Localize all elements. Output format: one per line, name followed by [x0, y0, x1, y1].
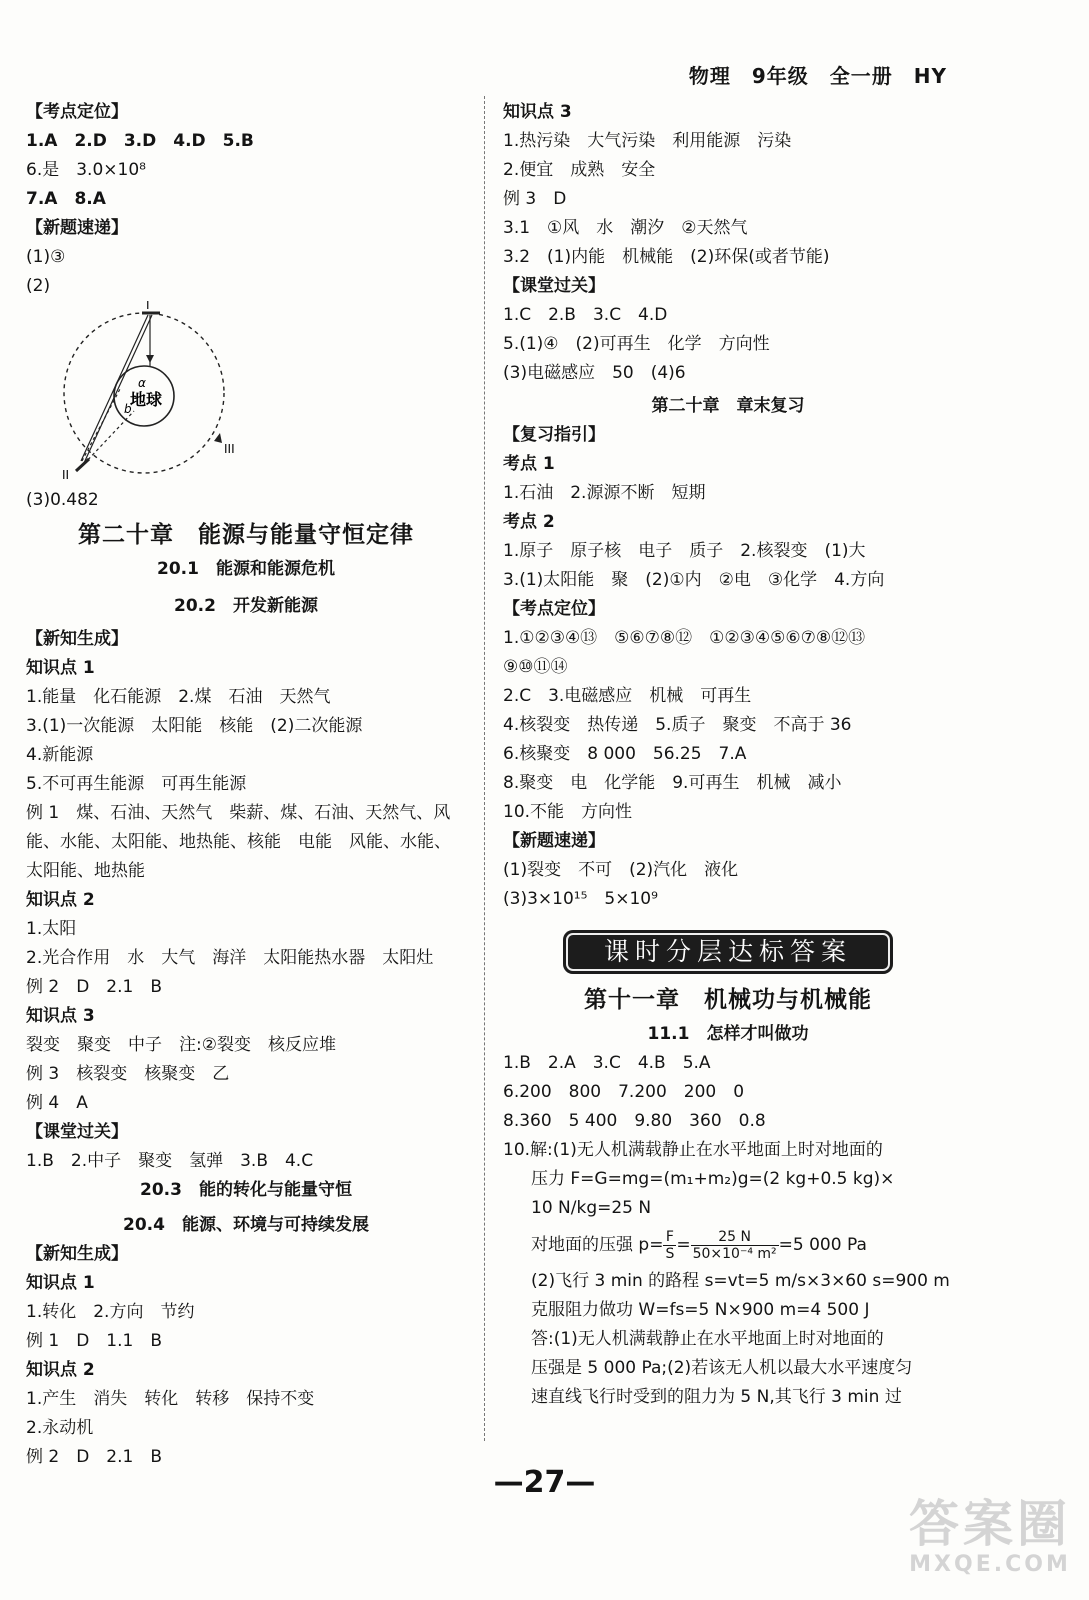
section-tag: 【新知生成】: [26, 1244, 128, 1264]
angle-b-label: b: [124, 402, 132, 416]
knowledge-point: 知识点 1: [26, 1273, 95, 1293]
column-divider: [484, 96, 485, 1441]
answer-line: 3.(1)太阳能 聚 (2)①内 ②电 ③化学 4.方向: [503, 570, 885, 590]
chapter-title: 第二十章 能源与能量守恒定律: [78, 522, 414, 548]
answer-line: 1.C 2.B 3.C 4.D: [503, 305, 668, 325]
watermark-url: MXQE.COM: [909, 1552, 1071, 1577]
answer-line: (3)0.482: [26, 490, 99, 510]
left-column: [26, 98, 466, 1472]
answer-line: 2.C 3.电磁感应 机械 可再生: [503, 686, 752, 706]
solution-line: 10 N/kg=25 N: [531, 1198, 652, 1218]
knowledge-point: 知识点 2: [26, 1360, 95, 1380]
watermark-logo: [909, 1496, 1071, 1578]
position-label-2: II: [62, 468, 70, 482]
section-tag: 【考点定位】: [503, 599, 605, 619]
page-number: —27—: [493, 1465, 596, 1500]
example-answer: 例 2 D 2.1 B: [26, 1447, 163, 1467]
example-answer: 例 3 核裂变 核聚变 乙: [26, 1064, 230, 1084]
answer-line: 4.新能源: [26, 745, 94, 765]
answer-line: 10.解:(1)无人机满载静止在水平地面上时对地面的: [503, 1140, 883, 1160]
earth-label: 地球: [130, 390, 163, 409]
knowledge-point: 知识点 3: [503, 102, 572, 122]
section-tag: 【课堂过关】: [26, 1122, 128, 1142]
section-title: 20.4 能源、环境与可持续发展: [123, 1215, 369, 1235]
formula-result: =5 000 Pa: [778, 1235, 867, 1255]
angle-a-label: α: [138, 376, 146, 390]
answer-line: 1.①②③④⑬ ⑤⑥⑦⑧⑫ ①②③④⑤⑥⑦⑧⑫⑬: [503, 628, 866, 648]
page-header: 物理 9年级 全一册 HY: [688, 64, 947, 88]
section-tag: 【课堂过关】: [503, 276, 605, 296]
fraction-f-over-s: $\frac{F}{S}$: [665, 1228, 675, 1262]
formula-equals: =: [676, 1235, 691, 1255]
section-tag: 【新知生成】: [26, 629, 128, 649]
answer-line: 1.能量 化石能源 2.煤 石油 天然气: [26, 687, 331, 707]
solution-line: 答:(1)无人机满载静止在水平地面上时对地面的: [531, 1329, 884, 1349]
example-answer: 例 2 D 2.1 B: [26, 977, 163, 997]
answer-line: 1.石油 2.源源不断 短期: [503, 483, 706, 503]
fraction-values: $\frac{25 N}{\text{50×10⁻⁴ m²}}$: [692, 1228, 777, 1262]
answer-line: (1)③: [26, 247, 66, 267]
answer-line: 1.B 2.A 3.C 4.B 5.A: [503, 1053, 711, 1073]
answer-line: 4.核裂变 热传递 5.质子 聚变 不高于 36: [503, 715, 852, 735]
knowledge-point: 知识点 3: [26, 1006, 95, 1026]
answer-line: 8.360 5 400 9.80 360 0.8: [503, 1111, 766, 1131]
answer-line: 10.不能 方向性: [503, 802, 633, 822]
answer-line: 1.太阳: [26, 919, 77, 939]
arrow-head: [146, 355, 154, 363]
answer-line: 3.(1)一次能源 太阳能 核能 (2)二次能源: [26, 716, 363, 736]
answer-line: ⑨⑩⑪⑭: [503, 657, 568, 677]
pressure-formula: [503, 1223, 953, 1267]
section-tag: 【新题速递】: [26, 218, 128, 238]
solution-line: 克服阻力做功 W=fs=5 N×900 m=4 500 J: [531, 1300, 870, 1320]
section-tag: 【新题速递】: [503, 831, 605, 851]
section-tag: 【考点定位】: [26, 102, 128, 122]
answer-line: 6.是 3.0×10⁸: [26, 160, 146, 180]
watermark-text: 答案圈: [909, 1495, 1071, 1553]
knowledge-point: 知识点 1: [26, 658, 95, 678]
answer-line: 1.热污染 大气污染 利用能源 污染: [503, 131, 792, 151]
knowledge-point: 知识点 2: [26, 890, 95, 910]
formula-prefix: 对地面的压强 p=: [531, 1235, 664, 1255]
answer-line: (3)3×10¹⁵ 5×10⁹: [503, 889, 658, 909]
section-title: 20.2 开发新能源: [174, 596, 318, 616]
answer-line: 8.聚变 电 化学能 9.可再生 机械 减小: [503, 773, 842, 793]
example-answer: 例 1 D 1.1 B: [26, 1331, 163, 1351]
example-answer: 例 4 A: [26, 1093, 88, 1113]
section-tag: 【复习指引】: [503, 425, 605, 445]
answer-line: 3.2 (1)内能 机械能 (2)环保(或者节能): [503, 247, 830, 267]
answer-line: (1)裂变 不可 (2)汽化 液化: [503, 860, 739, 880]
chapter-title: 第十一章 机械功与机械能: [584, 987, 872, 1013]
answer-line: 2.便宜 成熟 安全: [503, 160, 656, 180]
arrow-head: [214, 433, 222, 443]
exam-point: 考点 2: [503, 512, 555, 532]
answer-line: 3.1 ①风 水 潮汐 ②天然气: [503, 218, 748, 238]
answer-line: 2.光合作用 水 大气 海洋 太阳能热水器 太阳灶: [26, 948, 434, 968]
section-title: 20.3 能的转化与能量守恒: [140, 1180, 352, 1200]
answer-line: (2): [26, 276, 51, 296]
answer-line: 1.产生 消失 转化 转移 保持不变: [26, 1389, 315, 1409]
answer-line: 6.核聚变 8 000 56.25 7.A: [503, 744, 747, 764]
section-title: 第二十章 章末复习: [651, 396, 805, 416]
answer-line: (3)电磁感应 50 (4)6: [503, 363, 686, 383]
answer-line: 1.原子 原子核 电子 质子 2.核裂变 (1)大: [503, 541, 866, 561]
section-banner: 课时分层达标答案: [563, 930, 893, 974]
answer-line: 1.转化 2.方向 节约: [26, 1302, 195, 1322]
position-label-3: III: [224, 442, 235, 456]
section-title: 11.1 怎样才叫做功: [647, 1024, 809, 1044]
solution-line: 压力 F=G=mg=(m₁+m₂)g=(2 kg+0.5 kg)×: [531, 1169, 895, 1189]
satellite-diagram: [34, 301, 274, 486]
answer-line: 裂变 聚变 中子 注:②裂变 核反应堆: [26, 1035, 336, 1055]
example-answer: 例 3 D: [503, 189, 567, 209]
solution-line: 压强是 5 000 Pa;(2)若该无人机以最大水平速度匀: [531, 1358, 913, 1378]
solution-line: (2)飞行 3 min 的路程 s=vt=5 m/s×3×60 s=900 m: [531, 1271, 950, 1291]
answer-line: 1.B 2.中子 聚变 氢弹 3.B 4.C: [26, 1151, 314, 1171]
answer-line: 2.永动机: [26, 1418, 94, 1438]
right-column: [503, 98, 953, 1412]
answer-line: 5.(1)④ (2)可再生 化学 方向性: [503, 334, 770, 354]
answer-line: 6.200 800 7.200 200 0: [503, 1082, 745, 1102]
satellite-diagram-svg: [34, 301, 274, 486]
answer-line: 7.A 8.A: [26, 189, 106, 209]
answer-line: 1.A 2.D 3.D 4.D 5.B: [26, 131, 254, 151]
answer-line: 5.不可再生能源 可再生能源: [26, 774, 247, 794]
example-answer: 例 1 煤、石油、天然气 柴薪、煤、石油、天然气、风能、水能、太阳能、地热能、核能 电能 风能、水能、太阳能、地热能: [26, 803, 451, 881]
position-label-1: I: [146, 301, 150, 312]
section-title: 20.1 能源和能源危机: [157, 559, 335, 579]
exam-point: 考点 1: [503, 454, 555, 474]
solution-line: 速直线飞行时受到的阻力为 5 N,其飞行 3 min 过: [531, 1387, 902, 1407]
